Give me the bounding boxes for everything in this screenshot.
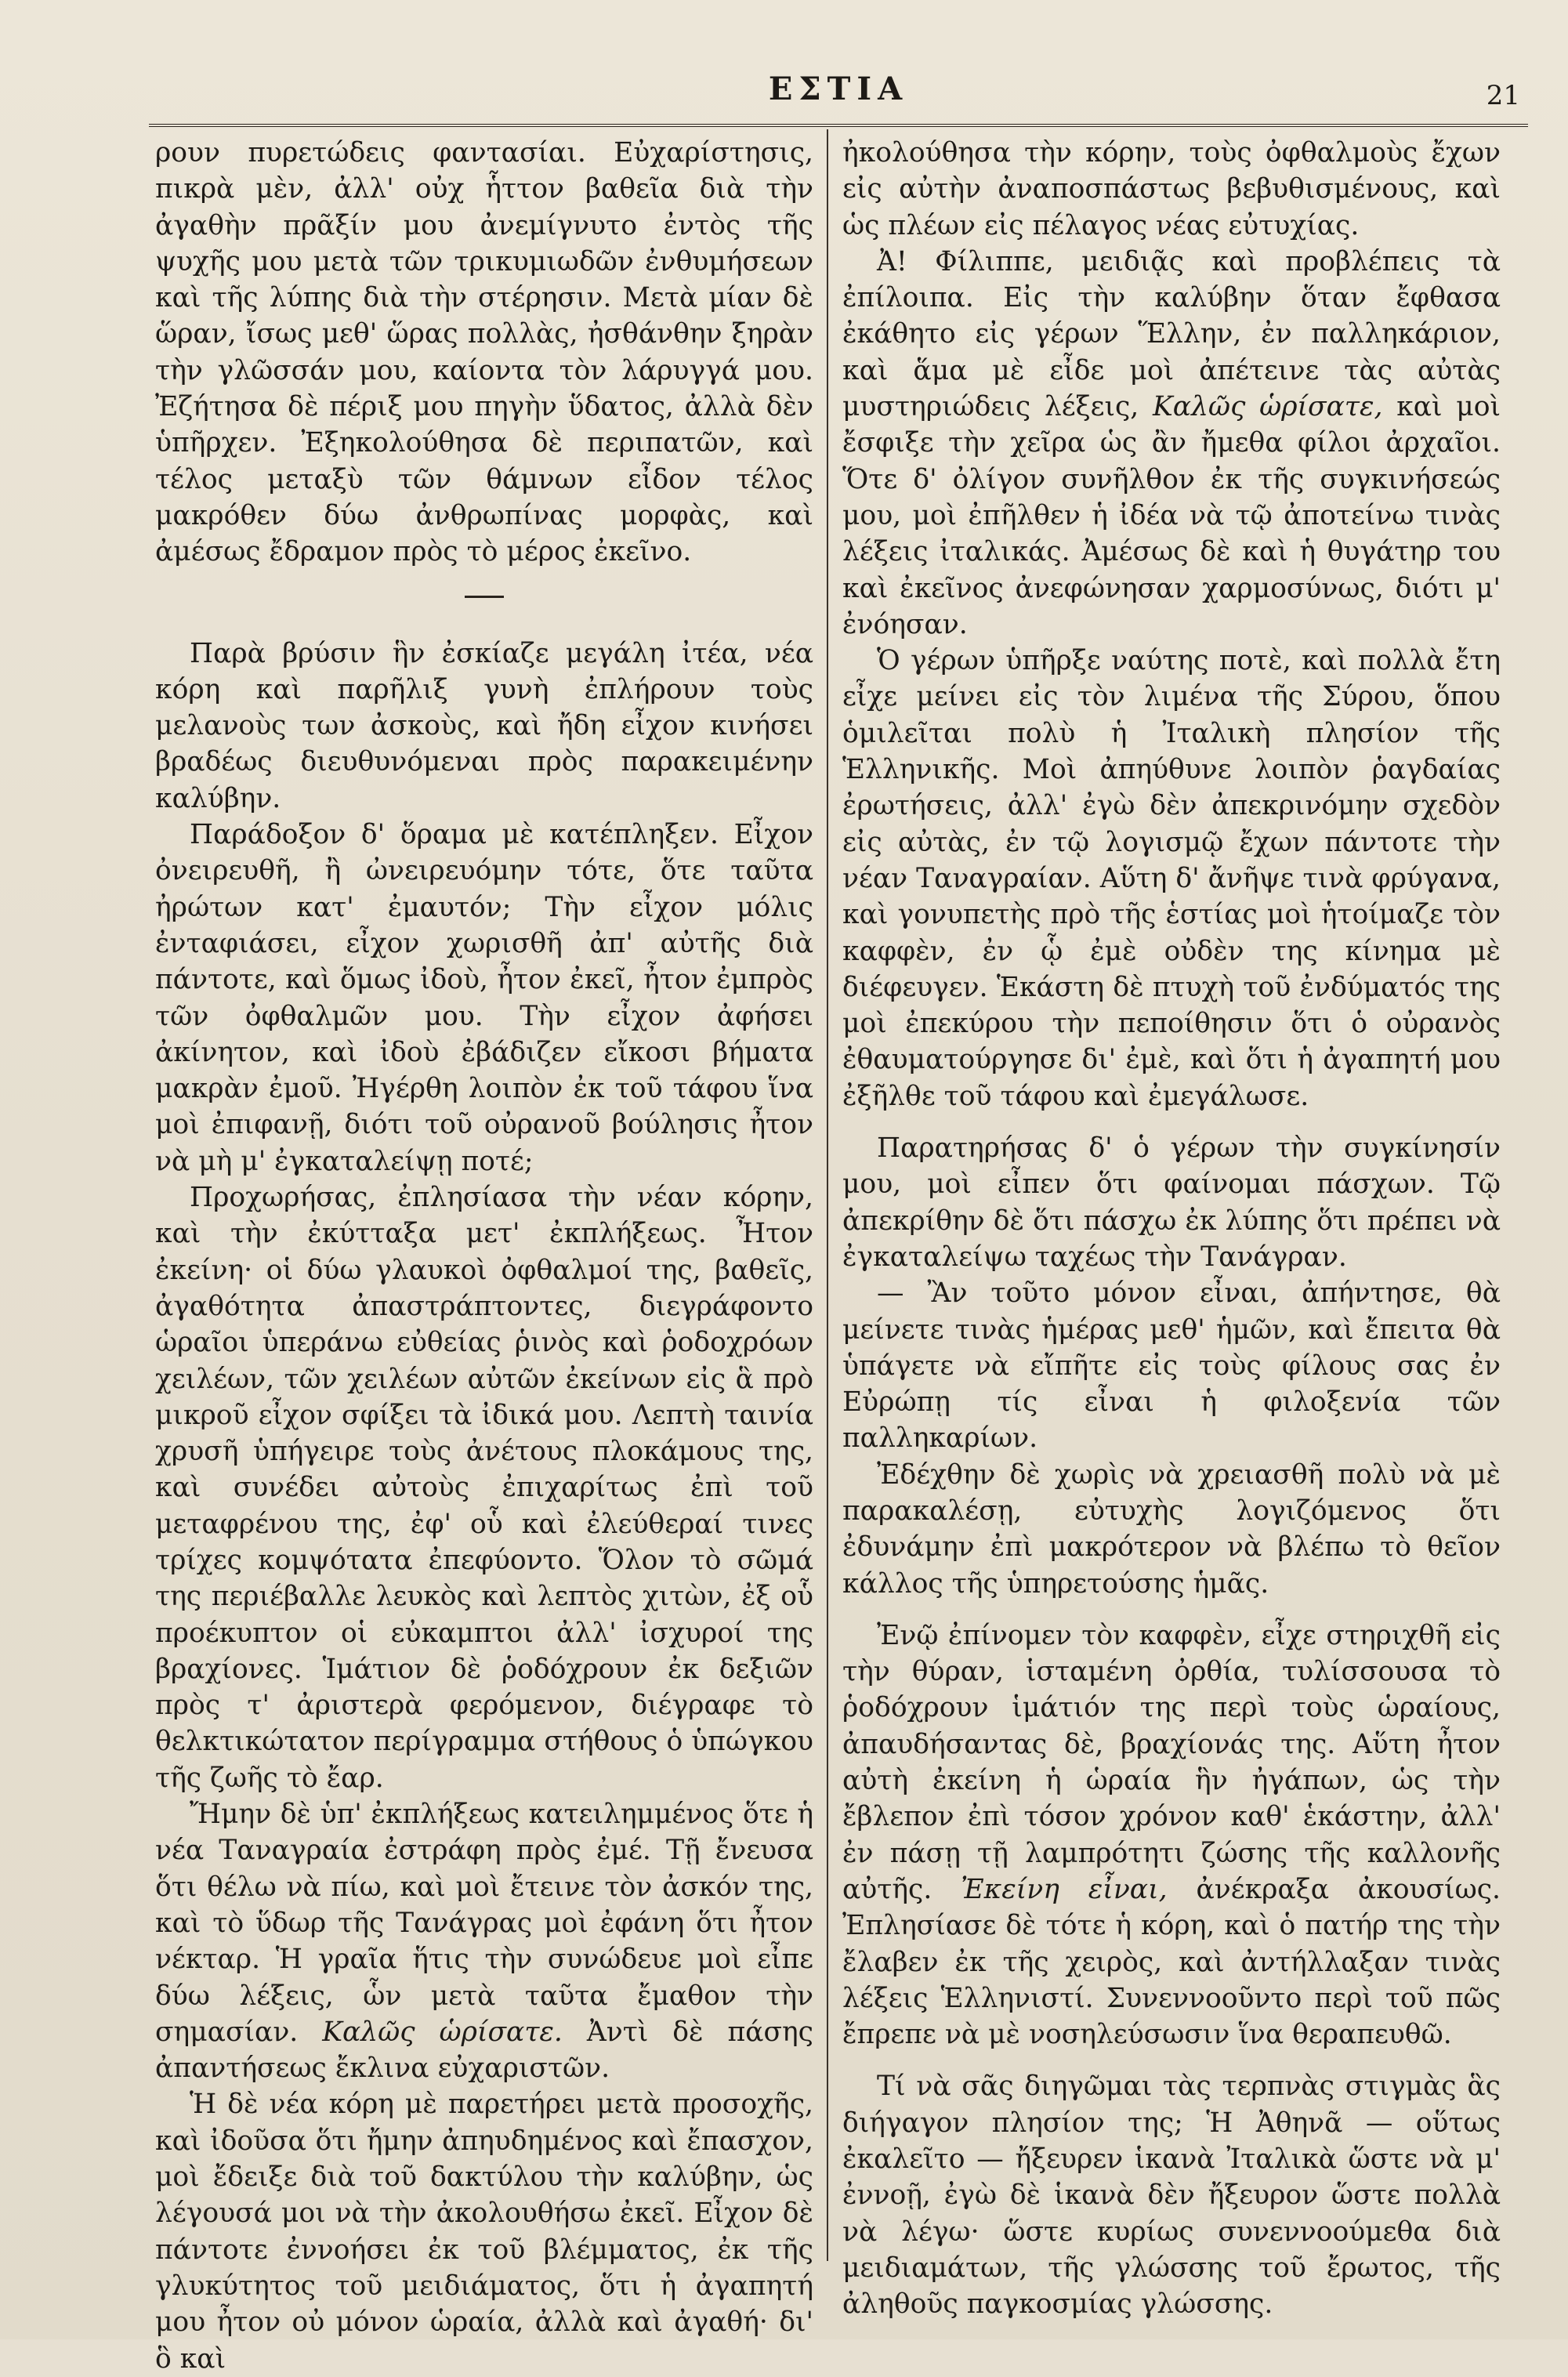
left-paragraph-1: ρουν πυρετώδεις φαντασίαι. Εὐχαρίστησις, πικρὰ μὲν, ἀλλ' οὐχ ἧττον βαθεῖα διὰ τὴν ἀγαθὴν πρᾶξίν μου ἀνεμίγνυτο ἐντὸς τῆς ψυχῆς μου μετὰ τῶν τρικυμιωδῶν ἐνθυμήσεων καὶ τῆς λύπης διὰ τὴν στέρησιν. Μετὰ μίαν δὲ ὥραν, ἴσως μεθ' ὥρας πολλὰς, ἠσθάνθην ξηρὰν τὴν γλῶσσάν μου, καίοντα τὸν λάρυγγά μου. Ἐζήτησα δὲ πέριξ μου πηγὴν ὕδατος, ἀλλὰ δὲν ὑπῆρχεν. Ἐξηκολούθησα δὲ περιπατῶν, καὶ τέλος μεταξὺ τῶν θάμνων εἶδον τέλος μακρόθεν δύω ἀνθρωπίνας μορφὰς, καὶ ἀμέσως ἔδραμον πρὸς τὸ μέρος ἐκεῖνο. — [155, 137, 813, 568]
header-rule — [149, 124, 1528, 127]
right-paragraph-5: — Ἂν τοῦτο μόνον εἶναι, ἀπήντησε, θὰ μείνετε τινὰς ἡμέρας μεθ' ἡμῶν, καὶ ἔπειτα θὰ ὑπάγετε νὰ εἴπῆτε εἰς τοὺς φίλους σας ἐν Εὐρώπῃ τίς εἶναι ἡ φιλοξενία τῶν παλληκαρίων. — [842, 1277, 1501, 1455]
right-paragraph-6: Ἐδέχθην δὲ χωρὶς νὰ χρειασθῆ πολὺ νὰ μὲ παρακαλέσῃ, εὐτυχὴς λογιζόμενος ὅτι ἐδυνάμην ἐπὶ μακρότερον νὰ βλέπω τὸ θεῖον κάλλος τῆς ὑπηρετούσης ἡμᾶς. — [842, 1458, 1501, 1600]
page-number: 21 — [1486, 80, 1520, 111]
right-paragraph-2-text-b: καὶ μοὶ ἔσφιξε τὴν χεῖρα ὡς ἂν ἤμεθα φίλοι ἀρχαῖοι. Ὅτε δ' ὀλίγον συνῆλθον ἐκ τῆς συγκινήσεώς μου, μοὶ ἐπῆλθεν ἡ ἰδέα νὰ τῷ ἀποτείνω τινὰς λέξεις ἰταλικάς. Ἀμέσως δὲ καὶ ἡ θυγάτηρ του καὶ ἐκεῖνος ἀνεφώνησαν χαρμοσύνως, διότι μ' ἐνόησαν. — [842, 391, 1501, 640]
journal-title: ΕΣΤΙΑ — [768, 71, 909, 107]
right-paragraph-3: Ὁ γέρων ὑπῆρξε ναύτης ποτὲ, καὶ πολλὰ ἔτη εἶχε μείνει εἰς τὸν λιμένα τῆς Σύρου, ὅπου ὁμιλεῖται πολὺ ἡ Ἰταλικὴ πλησίον τῆς Ἑλληνικῆς. Μοὶ ἀπηύθυνε λοιπὸν ῥαγδαίας ἐρωτήσεις, ἀλλ' ἐγὼ δὲν ἀπεκρινόμην σχεδὸν εἰς αὐτὰς, ἐν τῷ λογισμῷ ἔχων πάντοτε τὴν νέαν Ταναγραίαν. Αὕτη δ' ἄνῆψε τινὰ φρύγανα, καὶ γονυπετὴς πρὸ τῆς ἑστίας μοὶ ἡτοίμαζε τὸν καφφὲν, ἐν ᾧ ἐμὲ οὐδὲν της κίνημα μὲ διέφευγεν. Ἑκάστη δὲ πτυχὴ τοῦ ἐνδύματός της μοὶ ἐπεκύρου τὴν πεποίθησιν ὅτι ὁ οὐρανὸς ἐθαυματούργησε δι' ἐμὲ, καὶ ὅτι ἡ ἀγαπητή μου ἐξῆλθε τοῦ τάφου καὶ ἐμεγάλωσε. — [842, 645, 1501, 1112]
right-paragraph-4: Παρατηρήσας δ' ὁ γέρων τὴν συγκίνησίν μου, μοὶ εἶπεν ὅτι φαίνομαι πάσχων. Τῷ ἀπεκρίθην δὲ ὅτι πάσχω ἐκ λύπης ὅτι πρέπει νὰ ἐγκαταλείψω ταχέως τὴν Τανάγραν. — [842, 1132, 1501, 1273]
right-paragraph-7 — [842, 1618, 1501, 2053]
left-paragraph-5-text-b: Ἀντὶ δὲ πάσης ἀπαντήσεως ἔκλινα εὐχαριστῶν. — [155, 2016, 813, 2085]
right-paragraph-7-italic: Ἐκείνη εἶναι, — [961, 1873, 1168, 1905]
left-paragraph-5-text-a: Ἤμην δὲ ὑπ' ἐκπλήξεως κατειλημμένος ὅτε ἡ νέα Ταναγραία ἐστράφη πρὸς ἐμέ. Τῇ ἔνευσα ὅτι θέλω νὰ πίω, καὶ μοὶ ἔτεινε τὸν ἀσκόν της, καὶ τὸ ὕδωρ τῆς Τανάγρας μοὶ ἐφάνη ὅτι ἦτον νέκταρ. Ἡ γραῖα ἥτις τὴν συνώδευε μοὶ εἶπε δύω λέξεις, ὧν μετὰ ταῦτα ἔμαθον τὴν σημασίαν. — [155, 1799, 813, 2048]
running-header — [149, 71, 1528, 125]
left-paragraph-2: Παρὰ βρύσιν ἣν ἐσκίαζε μεγάλη ἰτέα, νέα κόρη καὶ παρῆλιξ γυνὴ ἐπλήρουν τοὺς μελανοὺς των ἀσκοὺς, καὶ ἤδη εἶχον κινήσει βραδέως διευθυνόμεναι πρὸς παρακειμένην καλύβην. — [155, 637, 813, 814]
left-paragraph-4: Προχωρήσας, ἐπλησίασα τὴν νέαν κόρην, καὶ τὴν ἐκύτταξα μετ' ἐκπλήξεως. Ἦτον ἐκείνη· οἱ δύω γλαυκοὶ ὀφθαλμοί της, βαθεῖς, ἀγαθότητα ἀπαστράπτοντες, διεγράφοντο ὡραῖοι ὑπεράνω εὐθείας ῥινὸς καὶ ῥοδοχρόων χειλέων, τῶν χειλέων αὐτῶν ἐκείνων εἰς ἃ πρὸ μικροῦ εἶχον σφίξει τὰ ἰδικά μου. Λεπτὴ ταινία χρυσῆ ὑπήγειρε τοὺς ἀνέτους πλοκάμους της, καὶ συνέδει αὐτοὺς ἐπιχαρίτως ἐπὶ τοῦ μεταφρένου της, ἐφ' οὗ καὶ ἐλεύθεραί τινες τρίχες κομψότατα ἐπεφύοντο. Ὅλον τὸ σῶμά της περιέβαλλε λευκὸς καὶ λεπτὸς χιτὼν, ἐξ οὗ προέκυπτον οἱ εὐκαμπτοι ἀλλ' ἰσχυροί της βραχίονες. Ἱμάτιον δὲ ῥοδόχρουν ἐκ δεξιῶν πρὸς τ' ἀριστερὰ φερόμενον, διέγραφε τὸ θελκτικώτατον περίγραμμα στήθους ὁ ὑπώγκου τῆς ζωῆς τὸ ἔαρ. — [155, 1182, 813, 1794]
right-paragraph-8: Τί νὰ σᾶς διηγῶμαι τὰς τερπνὰς στιγμὰς ἃς διήγαγον πλησίον της; Ἡ Ἀθηνᾶ — οὕτως ἐκαλεῖτο — ἤξευρεν ἱκανὰ Ἰταλικὰ ὥστε νὰ μ' ἐννοῇ, ἐγὼ δὲ ἱκανὰ δὲν ἤξευρον ὥστε πολλὰ νὰ λέγω· ὥστε κυρίως συνεννοούμεθα διὰ μειδιαμάτων, τῆς γλώσσης τοῦ ἔρωτος, τῆς ἀληθοῦς παγκοσμίας γλώσσης. — [842, 2071, 1501, 2321]
right-paragraph-1: ἠκολούθησα τὴν κόρην, τοὺς ὀφθαλμοὺς ἔχων εἰς αὐτὴν ἀναποσπάστως βεβυθισμένους, καὶ ὡς πλέων εἰς πέλαγος νέας εὐτυχίας. — [842, 137, 1501, 241]
left-paragraph-5-italic: Καλῶς ὡρίσατε. — [322, 2016, 563, 2048]
right-paragraph-7-text-b: ἀνέκραξα ἀκουσίως. Ἐπλησίασε δὲ τότε ἡ κόρη, καὶ ὁ πατήρ της τὴν ἔλαβεν ἐκ τῆς χειρὸς, καὶ ἀντήλλαξαν τινὰς λέξεις Ἑλληνιστί. Συνεννοοῦντο περὶ τοῦ πῶς ἔπρεπε νὰ μὲ νοσηλεύσωσιν ἵνα θεραπευθῶ. — [842, 1873, 1501, 2051]
right-paragraph-2-italic: Καλῶς ὡρίσατε, — [1153, 391, 1383, 423]
left-paragraph-3: Παράδοξον δ' ὅραμα μὲ κατέπληξεν. Εἶχον ὀνειρευθῆ, ἢ ὠνειρευόμην τότε, ὅτε ταῦτα ἠρώτων κατ' ἐμαυτόν; Τὴν εἶχον μόλις ἐνταφιάσει, εἶχον χωρισθῆ ἀπ' αὐτῆς διὰ πάντοτε, καὶ ὅμως ἰδοὺ, ἦτον ἐκεῖ, ἦτον ἐμπρὸς τῶν ὀφθαλμῶν μου. Τὴν εἶχον ἀφήσει ἀκίνητον, καὶ ἰδοὺ ἐβάδιζεν εἴκοσι βήματα μακρὰν ἐμοῦ. Ἠγέρθη λοιπὸν ἐκ τοῦ τάφου ἵνα μοὶ ἐπιφανῇ, διότι τοῦ οὐρανοῦ βούλησις ἦτον νὰ μὴ μ' ἐγκαταλείψῃ ποτέ; — [155, 819, 813, 1177]
right-column — [842, 135, 1501, 2323]
left-paragraph-5 — [155, 1796, 813, 2086]
left-column — [155, 135, 813, 2377]
right-paragraph-2 — [842, 244, 1501, 643]
right-paragraph-2-text-a: Ἀ! Φίλιππε, μειδιᾷς καὶ προβλέπεις τὰ ἐπίλοιπα. Εἰς τὴν καλύβην ὅταν ἔφθασα ἐκάθητο εἰς γέρων Ἕλλην, ἐν παλληκάριον, καὶ ἅμα μὲ εἶδε μοὶ ἀπέτεινε τὰς αὐτὰς μυστηριώδεις λέξεις, — [842, 245, 1501, 423]
column-divider — [827, 129, 828, 2261]
right-paragraph-7-text-a: Ἐνῷ ἐπίνομεν τὸν καφφὲν, εἶχε στηριχθῆ εἰς τὴν θύραν, ἱσταμένη ὀρθία, τυλίσσουσα τὸ ῥοδόχρουν ἱμάτιόν της περὶ τοὺς ὡραίους, ἀπαυδήσαντας δὲ, βραχίονάς της. Αὕτη ἦτον αὐτὴ ἐκείνη ἡ ὡραία ἣν ἠγάπων, ὡς τὴν ἔβλεπον ἐπὶ τόσον χρόνον καθ' ἑκάστην, ἀλλ' ἐν πάσῃ τῇ λαμπρότητι ζώσης τῆς καλλονῆς αὐτῆς. — [842, 1619, 1501, 1905]
left-paragraph-6: Ἡ δὲ νέα κόρη μὲ παρετήρει μετὰ προσοχῆς, καὶ ἰδοῦσα ὅτι ἤμην ἀπηυδημένος καὶ ἔπασχον, μοὶ ἔδειξε διὰ τοῦ δακτύλου τὴν καλύβην, ὡς λέγουσά μοι νὰ τὴν ἀκολουθήσω ἐκεῖ. Εἶχον δὲ πάντοτε ἐννοήσει ἐκ τοῦ βλέμματος, ἐκ τῆς γλυκύτητος τοῦ μειδιάματος, ὅτι ἡ ἀγαπητή μου ἦτον οὐ μόνον ὡραία, ἀλλὰ καὶ ἀγαθή· δι' ὃ καὶ — [155, 2089, 813, 2375]
section-dash — [465, 596, 504, 598]
